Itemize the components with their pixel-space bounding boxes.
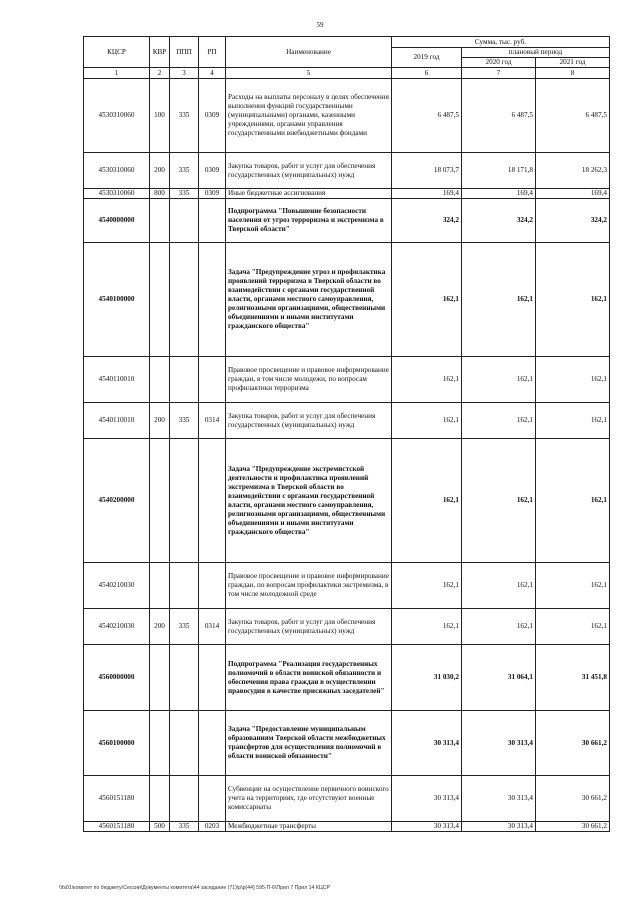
cell-2020: 169,4 [462,189,536,199]
header-year-2021: 2021 год [536,58,610,68]
cell-ppp: 335 [170,403,199,439]
cell-kcsr: 4540210030 [84,563,150,609]
header-name: Наименование [226,37,392,68]
col-number: 7 [462,68,536,79]
cell-name: Закупка товаров, работ и услуг для обеспечения государственных (муниципальных) нужд [226,153,392,189]
cell-name: Иные бюджетные ассигнования [226,189,392,199]
table-row [84,199,610,243]
cell-kvr [150,645,170,711]
cell-2020: 162,1 [462,403,536,439]
cell-rp [199,357,226,403]
cell-kcsr: 4540210030 [84,609,150,645]
table-row [84,439,610,563]
table-row [84,776,610,822]
cell-kvr: 200 [150,609,170,645]
cell-2021: 162,1 [536,357,610,403]
cell-rp: 0309 [199,153,226,189]
cell-2019: 18 073,7 [392,153,462,189]
cell-ppp [170,776,199,822]
cell-name: Закупка товаров, работ и услуг для обеспечения государственных (муниципальных) нужд [226,403,392,439]
cell-kcsr: 4540110010 [84,357,150,403]
cell-2021: 30 661,2 [536,776,610,822]
cell-2021: 30 661,2 [536,711,610,776]
cell-kvr [150,711,170,776]
cell-ppp: 335 [170,153,199,189]
page-number: 59 [316,21,324,29]
cell-ppp [170,645,199,711]
cell-2020: 18 171,8 [462,153,536,189]
cell-rp: 0314 [199,403,226,439]
cell-2020: 162,1 [462,439,536,563]
cell-name: Субвенции на осуществление первичного воинского учета на территориях, где отсутствуют военные комиссариаты [226,776,392,822]
cell-2020: 30 313,4 [462,711,536,776]
cell-2021: 30 661,2 [536,822,610,832]
cell-2021: 162,1 [536,563,610,609]
cell-rp: 0203 [199,822,226,832]
cell-2021: 162,1 [536,243,610,357]
cell-kvr: 200 [150,403,170,439]
budget-table [83,36,610,832]
cell-kvr: 500 [150,822,170,832]
table-row [84,822,610,832]
cell-2020: 324,2 [462,199,536,243]
header-year-2019: 2019 год [392,48,462,68]
cell-name: Межбюджетные трансферты [226,822,392,832]
cell-ppp [170,199,199,243]
cell-ppp: 335 [170,79,199,153]
cell-ppp [170,711,199,776]
header-ppp: ППП [170,37,199,68]
col-number: 2 [150,68,170,79]
cell-rp: 0309 [199,189,226,199]
cell-2019: 162,1 [392,403,462,439]
table-row [84,243,610,357]
cell-rp [199,776,226,822]
file-path-footer: \\fs01\комитет по бюджету\Сессии\Документы комитета\44 заседание (71)\p\p(44) 595-П-6\Прил 7 Прил 14 КЦСР [59,885,330,891]
cell-rp [199,711,226,776]
cell-ppp: 335 [170,189,199,199]
cell-name: Закупка товаров, работ и услуг для обеспечения государственных (муниципальных) нужд [226,609,392,645]
table-row [84,79,610,153]
cell-rp [199,439,226,563]
table-row [84,153,610,189]
cell-2019: 31 030,2 [392,645,462,711]
cell-kcsr: 4540000000 [84,199,150,243]
cell-kvr [150,243,170,357]
cell-ppp [170,357,199,403]
column-number-row [84,68,610,79]
header-kvr: КВР [150,37,170,68]
cell-2021: 31 451,8 [536,645,610,711]
cell-2019: 162,1 [392,563,462,609]
cell-name: Задача "Предупреждение угроз и профилактика проявлений терроризма в Тверской области во взаимодействии с органами государственной власти, органами местного самоуправления, религиозными организациями, общественными объединениями и иными институтами гражданского общества" [226,243,392,357]
cell-ppp: 335 [170,822,199,832]
table-body [84,79,610,832]
cell-name: Задача "Предоставление муниципальным образованиям Тверской области межбюджетных трансфертов для осуществления полномочий в области воинской обязанности" [226,711,392,776]
cell-kcsr: 4560151180 [84,822,150,832]
cell-rp [199,243,226,357]
table-row [84,563,610,609]
table-row [84,357,610,403]
cell-rp: 0309 [199,79,226,153]
cell-2019: 30 313,4 [392,711,462,776]
table-row [84,403,610,439]
cell-kcsr: 4560000000 [84,645,150,711]
cell-kcsr: 4540200000 [84,439,150,563]
cell-2021: 162,1 [536,609,610,645]
cell-rp [199,645,226,711]
col-number: 4 [199,68,226,79]
cell-2019: 324,2 [392,199,462,243]
cell-name: Правовое просвещение и правовое информирование граждан, в том числе молодежи, по вопросам профилактики терроризма [226,357,392,403]
cell-name: Расходы на выплаты персоналу в целях обеспечения выполнения функций государственными (муниципальными) органами, казенными учреждениями, органами управления государственными внебюджетными фондами [226,79,392,153]
header-kcsr: КЦСР [84,37,150,68]
cell-2020: 6 487,5 [462,79,536,153]
cell-2020: 162,1 [462,243,536,357]
cell-2021: 169,4 [536,189,610,199]
cell-2020: 162,1 [462,563,536,609]
cell-kcsr: 4560151180 [84,776,150,822]
cell-2020: 30 313,4 [462,822,536,832]
cell-kcsr: 4560100000 [84,711,150,776]
cell-2019: 162,1 [392,609,462,645]
cell-2019: 30 313,4 [392,822,462,832]
header-sum: Сумма, тыс. руб. [392,37,610,48]
cell-kcsr: 4540100000 [84,243,150,357]
cell-rp [199,199,226,243]
cell-ppp: 335 [170,609,199,645]
cell-2019: 162,1 [392,357,462,403]
cell-kcsr: 4540110010 [84,403,150,439]
cell-kvr [150,199,170,243]
col-number: 8 [536,68,610,79]
cell-ppp [170,439,199,563]
cell-2021: 18 262,3 [536,153,610,189]
header-year-2020: 2020 год [462,58,536,68]
cell-kcsr: 4530310060 [84,153,150,189]
cell-kvr: 100 [150,79,170,153]
col-number: 5 [226,68,392,79]
cell-kcsr: 4530310060 [84,189,150,199]
table-row [84,609,610,645]
cell-kvr [150,357,170,403]
col-number: 6 [392,68,462,79]
cell-name: Правовое просвещение и правовое информирование граждан, по вопросам профилактики экстремизма, в том числе молодежной среде [226,563,392,609]
cell-2019: 6 487,5 [392,79,462,153]
cell-2020: 30 313,4 [462,776,536,822]
cell-rp [199,563,226,609]
table-row [84,711,610,776]
col-number: 1 [84,68,150,79]
cell-ppp [170,243,199,357]
cell-2019: 162,1 [392,243,462,357]
cell-kvr [150,776,170,822]
cell-kcsr: 4530310060 [84,79,150,153]
cell-rp: 0314 [199,609,226,645]
cell-2021: 162,1 [536,403,610,439]
cell-kvr [150,439,170,563]
cell-name: Подпрограмма "Повышение безопасности населения от угроз терроризма и экстремизма в Тверской области" [226,199,392,243]
table-row [84,645,610,711]
cell-kvr: 200 [150,153,170,189]
cell-name: Подпрограмма "Реализация государственных полномочий в области воинской обязанности и обеспечения права граждан в осуществлении правосудия в качестве присяжных заседателей" [226,645,392,711]
header-rp: РП [199,37,226,68]
cell-name: Задача "Предупреждение экстремистской деятельности и профилактика проявлений экстремизма в Тверской области во взаимодействии с органами государственной власти, органами местного самоуправления, религиозными организациями, общественными объединениями и иными институтами гражданского общества" [226,439,392,563]
cell-2020: 162,1 [462,357,536,403]
cell-ppp [170,563,199,609]
cell-2019: 162,1 [392,439,462,563]
header-plan-period: плановый период [462,48,610,58]
cell-kvr: 800 [150,189,170,199]
cell-2019: 169,4 [392,189,462,199]
cell-2020: 162,1 [462,609,536,645]
cell-2019: 30 313,4 [392,776,462,822]
cell-2021: 6 487,5 [536,79,610,153]
table-row [84,189,610,199]
col-number: 3 [170,68,199,79]
cell-2021: 324,2 [536,199,610,243]
cell-2021: 162,1 [536,439,610,563]
cell-kvr [150,563,170,609]
cell-2020: 31 064,1 [462,645,536,711]
